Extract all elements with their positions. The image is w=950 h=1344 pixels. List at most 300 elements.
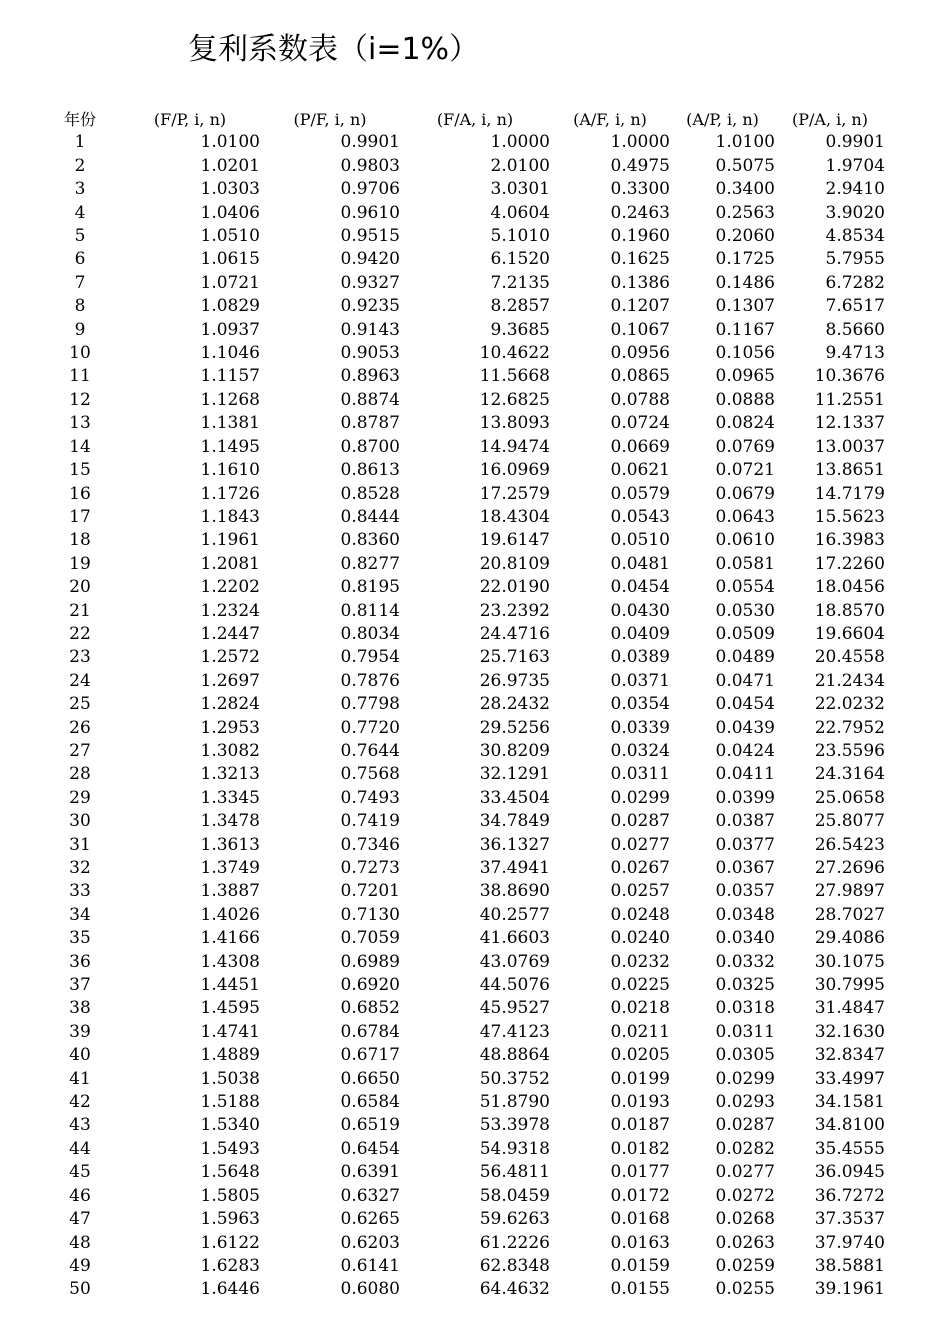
fp-cell: 1.1495 [200, 436, 260, 457]
pf-cell: 0.8700 [340, 436, 400, 457]
pf-cell: 0.7493 [340, 787, 400, 808]
table-row [40, 506, 885, 529]
table-row [40, 1232, 885, 1255]
pa-cell: 33.4997 [814, 1068, 885, 1089]
pa-cell: 15.5623 [814, 506, 885, 527]
pa-cell: 8.5660 [825, 319, 885, 340]
table-row [40, 693, 885, 716]
table-row [40, 225, 885, 248]
fa-cell: 6.1520 [490, 249, 550, 270]
year-cell: 21 [69, 600, 91, 621]
fp-cell: 1.2447 [200, 623, 260, 644]
year-cell: 3 [74, 179, 86, 200]
fp-cell: 1.4889 [200, 1045, 260, 1066]
table-row [40, 272, 885, 295]
pf-cell: 0.6989 [340, 951, 400, 972]
table-row [40, 295, 885, 318]
af-cell: 0.0211 [610, 1021, 670, 1042]
pf-cell: 0.9235 [340, 296, 400, 317]
table-row [40, 1208, 885, 1231]
ap-cell: 0.0272 [715, 1185, 775, 1206]
table-row [40, 763, 885, 786]
pf-cell: 0.9610 [340, 202, 400, 223]
af-cell: 0.0865 [610, 366, 670, 387]
pa-cell: 6.7282 [825, 272, 885, 293]
af-cell: 0.0669 [610, 436, 670, 457]
table-row [40, 1161, 885, 1184]
pf-cell: 0.8277 [340, 553, 400, 574]
fp-cell: 1.2324 [200, 600, 260, 621]
ap-cell: 0.0439 [715, 717, 775, 738]
ap-cell: 0.0387 [715, 811, 775, 832]
af-cell: 0.0956 [610, 343, 670, 364]
year-cell: 13 [69, 413, 91, 434]
af-cell: 0.4975 [610, 155, 670, 176]
pa-cell: 13.0037 [814, 436, 885, 457]
fp-cell: 1.6446 [200, 1279, 260, 1300]
fa-cell: 56.4811 [479, 1162, 550, 1183]
fa-cell: 43.0769 [479, 951, 550, 972]
af-cell: 0.0788 [610, 389, 670, 410]
pa-cell: 14.7179 [814, 483, 885, 504]
fp-cell: 1.6283 [200, 1255, 260, 1276]
pf-cell: 0.8787 [340, 413, 400, 434]
year-cell: 14 [69, 436, 91, 457]
year-cell: 12 [69, 389, 91, 410]
year-cell: 44 [69, 1138, 91, 1159]
header-af: (A/F, i, n) [573, 110, 647, 129]
ap-cell: 0.2060 [715, 226, 775, 247]
pa-cell: 1.9704 [825, 155, 885, 176]
pf-cell: 0.7954 [340, 647, 400, 668]
table-body [40, 131, 885, 1301]
compound-interest-table [40, 108, 885, 1302]
af-cell: 0.1207 [610, 296, 670, 317]
pa-cell: 30.1075 [814, 951, 885, 972]
ap-cell: 0.0268 [715, 1209, 775, 1230]
table-row [40, 951, 885, 974]
fa-cell: 30.8209 [479, 740, 550, 761]
table-row [40, 834, 885, 857]
table-row [40, 740, 885, 763]
year-cell: 42 [69, 1092, 91, 1113]
year-cell: 27 [69, 740, 91, 761]
pa-cell: 11.2551 [814, 389, 885, 410]
fa-cell: 44.5076 [479, 975, 550, 996]
af-cell: 0.0182 [610, 1138, 670, 1159]
year-cell: 29 [69, 787, 91, 808]
table-row [40, 131, 885, 154]
pf-cell: 0.9706 [340, 179, 400, 200]
pf-cell: 0.8613 [340, 460, 400, 481]
af-cell: 0.0159 [610, 1255, 670, 1276]
ap-cell: 0.0377 [715, 834, 775, 855]
af-cell: 0.0187 [610, 1115, 670, 1136]
ap-cell: 0.0263 [715, 1232, 775, 1253]
fp-cell: 1.0721 [200, 272, 260, 293]
pa-cell: 2.9410 [825, 179, 885, 200]
pf-cell: 0.7568 [340, 764, 400, 785]
af-cell: 0.1960 [610, 226, 670, 247]
year-cell: 24 [69, 670, 91, 691]
header-fp: (F/P, i, n) [153, 110, 227, 129]
af-cell: 0.1067 [610, 319, 670, 340]
af-cell: 0.0232 [610, 951, 670, 972]
fp-cell: 1.5963 [200, 1209, 260, 1230]
pa-cell: 26.5423 [814, 834, 885, 855]
af-cell: 0.0724 [610, 413, 670, 434]
fa-cell: 16.0969 [479, 460, 550, 481]
table-row [40, 1044, 885, 1067]
year-cell: 40 [69, 1045, 91, 1066]
fa-cell: 61.2226 [479, 1232, 550, 1253]
pa-cell: 13.8651 [814, 460, 885, 481]
pa-cell: 39.1961 [814, 1279, 885, 1300]
pf-cell: 0.7273 [340, 858, 400, 878]
pa-cell: 32.1630 [814, 1021, 885, 1042]
fa-cell: 11.5668 [479, 366, 550, 387]
fp-cell: 1.0303 [200, 179, 260, 200]
fp-cell: 1.2081 [200, 553, 260, 574]
table-row [40, 1255, 885, 1278]
ap-cell: 0.0888 [715, 389, 775, 410]
af-cell: 0.0177 [610, 1162, 670, 1183]
af-cell: 0.0324 [610, 740, 670, 761]
table-row [40, 1114, 885, 1137]
fp-cell: 1.1726 [200, 483, 260, 504]
pa-cell: 21.2434 [814, 670, 885, 691]
af-cell: 0.0430 [610, 600, 670, 621]
af-cell: 0.0389 [610, 647, 670, 668]
year-cell: 2 [74, 155, 86, 176]
pf-cell: 0.9420 [340, 249, 400, 270]
year-cell: 1 [74, 132, 86, 153]
pa-cell: 38.5881 [814, 1255, 885, 1276]
table-row [40, 600, 885, 623]
pa-cell: 36.0945 [814, 1162, 885, 1183]
ap-cell: 0.0824 [715, 413, 775, 434]
year-cell: 35 [69, 928, 91, 949]
fa-cell: 45.9527 [479, 998, 550, 1019]
fp-cell: 1.4595 [200, 998, 260, 1019]
ap-cell: 0.3400 [715, 179, 775, 200]
pf-cell: 0.6203 [340, 1232, 400, 1253]
fa-cell: 34.7849 [479, 811, 550, 832]
year-cell: 48 [69, 1232, 91, 1253]
ap-cell: 0.0530 [715, 600, 775, 621]
af-cell: 0.0481 [610, 553, 670, 574]
fp-cell: 1.0100 [200, 132, 260, 153]
af-cell: 0.0621 [610, 460, 670, 481]
fp-cell: 1.5493 [200, 1138, 260, 1159]
pa-cell: 25.8077 [814, 811, 885, 832]
ap-cell: 0.0554 [715, 577, 775, 598]
ap-cell: 0.0411 [715, 764, 775, 785]
ap-cell: 0.0965 [715, 366, 775, 387]
fp-cell: 1.3887 [200, 881, 260, 902]
fp-cell: 1.2697 [200, 670, 260, 691]
pa-cell: 0.9901 [825, 132, 885, 153]
af-cell: 0.0168 [610, 1209, 670, 1230]
fa-cell: 38.8690 [479, 881, 550, 902]
af-cell: 0.0409 [610, 623, 670, 644]
table-row [40, 904, 885, 927]
pf-cell: 0.8114 [340, 600, 400, 621]
fp-cell: 1.5038 [200, 1068, 260, 1089]
ap-cell: 0.0489 [715, 647, 775, 668]
fp-cell: 1.1843 [200, 506, 260, 527]
ap-cell: 0.0299 [715, 1068, 775, 1089]
fp-cell: 1.0510 [200, 226, 260, 247]
ap-cell: 0.0454 [715, 694, 775, 715]
fa-cell: 4.0604 [490, 202, 550, 223]
fa-cell: 18.4304 [479, 506, 550, 527]
af-cell: 0.0225 [610, 975, 670, 996]
af-cell: 0.2463 [610, 202, 670, 223]
fa-cell: 32.1291 [479, 764, 550, 785]
pf-cell: 0.9053 [340, 343, 400, 364]
af-cell: 0.1386 [610, 272, 670, 293]
year-cell: 36 [69, 951, 91, 972]
year-cell: 41 [69, 1068, 91, 1089]
ap-cell: 0.1486 [715, 272, 775, 293]
fa-cell: 8.2857 [490, 296, 550, 317]
header-fa: (F/A, i, n) [436, 110, 514, 129]
year-cell: 20 [69, 577, 91, 598]
fa-cell: 37.4941 [479, 858, 550, 878]
pa-cell: 34.8100 [814, 1115, 885, 1136]
ap-cell: 0.0610 [715, 530, 775, 551]
page-title: 复利系数表（i=1%） [188, 32, 480, 67]
year-cell: 19 [69, 553, 91, 574]
fa-cell: 20.8109 [479, 553, 550, 574]
fa-cell: 13.8093 [479, 413, 550, 434]
pa-cell: 36.7272 [814, 1185, 885, 1206]
fa-cell: 58.0459 [479, 1185, 550, 1206]
year-cell: 8 [74, 296, 86, 317]
year-cell: 22 [69, 623, 91, 644]
fp-cell: 1.3613 [200, 834, 260, 855]
fp-cell: 1.2202 [200, 577, 260, 598]
table-row [40, 717, 885, 740]
table-row [40, 623, 885, 646]
af-cell: 0.1625 [610, 249, 670, 270]
af-cell: 0.0287 [610, 811, 670, 832]
pa-cell: 24.3164 [814, 764, 885, 785]
pa-cell: 27.2696 [814, 858, 885, 878]
fa-cell: 47.4123 [479, 1021, 550, 1042]
fa-cell: 9.3685 [490, 319, 550, 340]
year-cell: 43 [69, 1115, 91, 1136]
year-cell: 5 [74, 226, 86, 247]
year-cell: 6 [74, 249, 86, 270]
af-cell: 0.0267 [610, 858, 670, 878]
pf-cell: 0.7346 [340, 834, 400, 855]
af-cell: 0.0257 [610, 881, 670, 902]
table-row [40, 436, 885, 459]
fp-cell: 1.6122 [200, 1232, 260, 1253]
table-row [40, 1021, 885, 1044]
fp-cell: 1.5648 [200, 1162, 260, 1183]
table-row [40, 342, 885, 365]
ap-cell: 0.5075 [715, 155, 775, 176]
fp-cell: 1.4741 [200, 1021, 260, 1042]
year-cell: 25 [69, 694, 91, 715]
year-cell: 15 [69, 460, 91, 481]
year-cell: 38 [69, 998, 91, 1019]
ap-cell: 0.0367 [715, 858, 775, 878]
pf-cell: 0.8034 [340, 623, 400, 644]
fa-cell: 33.4504 [479, 787, 550, 808]
pa-cell: 29.4086 [814, 928, 885, 949]
fa-cell: 51.8790 [479, 1092, 550, 1113]
table-row [40, 365, 885, 388]
fp-cell: 1.1157 [200, 366, 260, 387]
fa-cell: 10.4622 [479, 343, 550, 364]
ap-cell: 0.0348 [715, 904, 775, 925]
pf-cell: 0.6391 [340, 1162, 400, 1183]
fa-cell: 25.7163 [479, 647, 550, 668]
fa-cell: 48.8864 [479, 1045, 550, 1066]
ap-cell: 0.1056 [715, 343, 775, 364]
fp-cell: 1.4166 [200, 928, 260, 949]
pf-cell: 0.7644 [340, 740, 400, 761]
table-row [40, 529, 885, 552]
fp-cell: 1.2953 [200, 717, 260, 738]
table-row [40, 880, 885, 903]
year-cell: 33 [69, 881, 91, 902]
pa-cell: 35.4555 [814, 1138, 885, 1159]
ap-cell: 0.0325 [715, 975, 775, 996]
pf-cell: 0.6519 [340, 1115, 400, 1136]
fp-cell: 1.5340 [200, 1115, 260, 1136]
table-row [40, 857, 885, 880]
pf-cell: 0.7201 [340, 881, 400, 902]
fa-cell: 23.2392 [479, 600, 550, 621]
pf-cell: 0.6650 [340, 1068, 400, 1089]
year-cell: 11 [69, 366, 91, 387]
fa-cell: 59.6263 [479, 1209, 550, 1230]
pf-cell: 0.8360 [340, 530, 400, 551]
year-cell: 10 [69, 343, 91, 364]
af-cell: 0.0454 [610, 577, 670, 598]
pa-cell: 16.3983 [814, 530, 885, 551]
fa-cell: 24.4716 [479, 623, 550, 644]
ap-cell: 0.0255 [715, 1279, 775, 1300]
year-cell: 39 [69, 1021, 91, 1042]
table-row [40, 459, 885, 482]
pf-cell: 0.6920 [340, 975, 400, 996]
ap-cell: 0.0259 [715, 1255, 775, 1276]
year-cell: 50 [69, 1279, 91, 1300]
pf-cell: 0.6141 [340, 1255, 400, 1276]
table-row [40, 389, 885, 412]
fp-cell: 1.1610 [200, 460, 260, 481]
pa-cell: 19.6604 [814, 623, 885, 644]
pf-cell: 0.9327 [340, 272, 400, 293]
af-cell: 0.0354 [610, 694, 670, 715]
table-row [40, 974, 885, 997]
ap-cell: 0.0679 [715, 483, 775, 504]
pf-cell: 0.7720 [340, 717, 400, 738]
pa-cell: 12.1337 [814, 413, 885, 434]
fp-cell: 1.1046 [200, 343, 260, 364]
af-cell: 0.0579 [610, 483, 670, 504]
table-row [40, 646, 885, 669]
pf-cell: 0.8195 [340, 577, 400, 598]
ap-cell: 0.1725 [715, 249, 775, 270]
fp-cell: 1.3213 [200, 764, 260, 785]
pf-cell: 0.6852 [340, 998, 400, 1019]
table-row [40, 155, 885, 178]
fp-cell: 1.5805 [200, 1185, 260, 1206]
fa-cell: 2.0100 [490, 155, 550, 176]
fp-cell: 1.1961 [200, 530, 260, 551]
fp-cell: 1.5188 [200, 1092, 260, 1113]
ap-cell: 0.0424 [715, 740, 775, 761]
pa-cell: 7.6517 [825, 296, 885, 317]
year-cell: 49 [69, 1255, 91, 1276]
ap-cell: 0.0769 [715, 436, 775, 457]
pa-cell: 3.9020 [825, 202, 885, 223]
ap-cell: 0.0277 [715, 1162, 775, 1183]
pa-cell: 18.8570 [814, 600, 885, 621]
fp-cell: 1.0615 [200, 249, 260, 270]
af-cell: 0.0371 [610, 670, 670, 691]
header-ap: (A/P, i, n) [686, 110, 759, 129]
pa-cell: 20.4558 [814, 647, 885, 668]
pf-cell: 0.9143 [340, 319, 400, 340]
fp-cell: 1.0829 [200, 296, 260, 317]
pa-cell: 30.7995 [814, 975, 885, 996]
year-cell: 46 [69, 1185, 91, 1206]
ap-cell: 0.1307 [715, 296, 775, 317]
fa-cell: 12.6825 [479, 389, 550, 410]
pf-cell: 0.6784 [340, 1021, 400, 1042]
af-cell: 0.0277 [610, 834, 670, 855]
pf-cell: 0.6080 [340, 1279, 400, 1300]
pf-cell: 0.6265 [340, 1209, 400, 1230]
year-cell: 23 [69, 647, 91, 668]
af-cell: 0.0155 [610, 1279, 670, 1300]
ap-cell: 0.0311 [715, 1021, 775, 1042]
pf-cell: 0.8874 [340, 389, 400, 410]
year-cell: 9 [74, 319, 86, 340]
ap-cell: 0.0721 [715, 460, 775, 481]
ap-cell: 0.2563 [715, 202, 775, 223]
ap-cell: 0.0509 [715, 623, 775, 644]
pf-cell: 0.8528 [340, 483, 400, 504]
fa-cell: 3.0301 [490, 179, 550, 200]
fa-cell: 40.2577 [479, 904, 550, 925]
table-row [40, 1185, 885, 1208]
ap-cell: 0.0357 [715, 881, 775, 902]
fp-cell: 1.3478 [200, 811, 260, 832]
year-cell: 47 [69, 1209, 91, 1230]
year-cell: 26 [69, 717, 91, 738]
ap-cell: 1.0100 [715, 132, 775, 153]
pf-cell: 0.6717 [340, 1045, 400, 1066]
year-cell: 31 [69, 834, 91, 855]
ap-cell: 0.0318 [715, 998, 775, 1019]
table-row [40, 483, 885, 506]
table-row [40, 319, 885, 342]
af-cell: 0.0299 [610, 787, 670, 808]
table-row [40, 997, 885, 1020]
fa-cell: 19.6147 [479, 530, 550, 551]
pf-cell: 0.9901 [340, 132, 400, 153]
header-pa: (P/A, i, n) [792, 110, 868, 129]
